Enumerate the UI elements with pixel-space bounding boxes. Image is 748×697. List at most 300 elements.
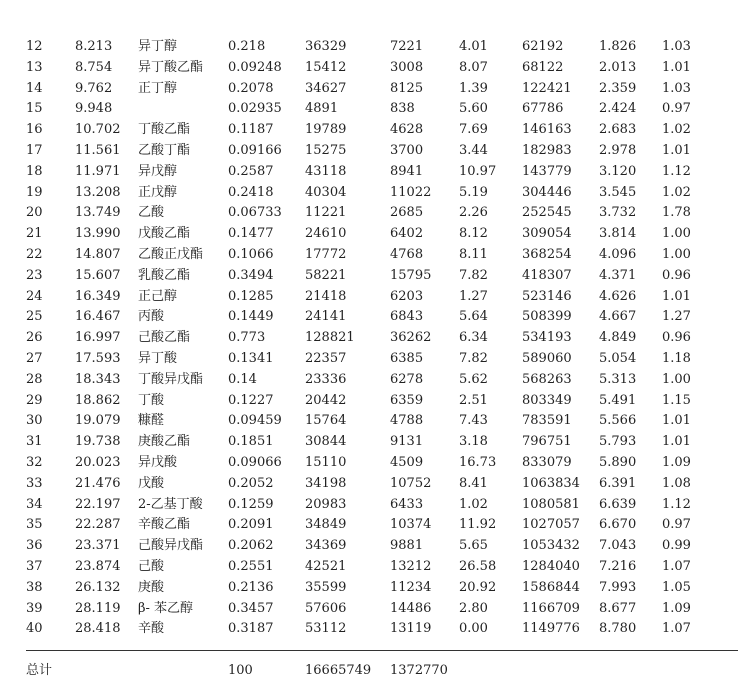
table-divider bbox=[26, 650, 738, 651]
value-7-cell: 5.62 bbox=[459, 371, 488, 387]
peak-area-cell: 15275 bbox=[305, 142, 347, 158]
peak-height-cell: 11022 bbox=[390, 184, 432, 200]
peak-area-cell: 15764 bbox=[305, 413, 347, 429]
peak-area-cell: 20983 bbox=[305, 496, 347, 512]
peak-area-cell: 53112 bbox=[305, 621, 347, 637]
value-7-cell: 6.34 bbox=[459, 330, 488, 346]
compound-name-cell: β- 苯乙醇 bbox=[138, 600, 194, 616]
retention-time-cell: 28.119 bbox=[75, 600, 121, 616]
value-9-cell: 7.216 bbox=[599, 558, 637, 574]
value-10-cell: 1.18 bbox=[662, 350, 691, 366]
value-7-cell: 2.26 bbox=[459, 205, 488, 221]
content-percent-cell: 0.09459 bbox=[228, 413, 282, 429]
table-row bbox=[0, 578, 748, 599]
value-8-cell: 418307 bbox=[522, 267, 572, 283]
peak-height-cell: 838 bbox=[390, 101, 415, 117]
value-10-cell: 1.00 bbox=[662, 246, 691, 262]
value-10-cell: 1.00 bbox=[662, 226, 691, 242]
value-9-cell: 5.491 bbox=[599, 392, 637, 408]
content-percent-cell: 0.2052 bbox=[228, 475, 274, 491]
peak-area-cell: 17772 bbox=[305, 246, 347, 262]
value-8-cell: 309054 bbox=[522, 226, 572, 242]
compound-name-cell: 异丁酸乙酯 bbox=[138, 59, 204, 75]
content-percent-cell: 0.1341 bbox=[228, 350, 274, 366]
retention-time-cell: 26.132 bbox=[75, 579, 121, 595]
content-percent-cell: 0.09248 bbox=[228, 59, 282, 75]
value-7-cell: 4.01 bbox=[459, 39, 488, 54]
peak-area-cell: 42521 bbox=[305, 558, 347, 574]
value-7-cell: 5.19 bbox=[459, 184, 488, 200]
value-7-cell: 8.41 bbox=[459, 475, 488, 491]
retention-time-cell: 13.208 bbox=[75, 184, 121, 200]
value-10-cell: 1.01 bbox=[662, 59, 691, 75]
content-percent-cell: 0.3457 bbox=[228, 600, 274, 616]
table-row bbox=[0, 474, 748, 495]
value-9-cell: 5.054 bbox=[599, 350, 637, 366]
total-area: 16665749 bbox=[305, 663, 372, 678]
table-row bbox=[0, 99, 748, 120]
value-7-cell: 16.73 bbox=[459, 454, 497, 470]
value-10-cell: 1.27 bbox=[662, 309, 691, 325]
peak-height-cell: 7221 bbox=[390, 39, 424, 54]
compound-name-cell: 异戊酸 bbox=[138, 454, 178, 470]
value-7-cell: 2.80 bbox=[459, 600, 488, 616]
peak-area-cell: 19789 bbox=[305, 122, 347, 138]
table-row bbox=[0, 349, 748, 370]
peak-height-cell: 4509 bbox=[390, 454, 424, 470]
peak-no-cell: 39 bbox=[26, 600, 43, 616]
value-7-cell: 1.02 bbox=[459, 496, 488, 512]
data-table bbox=[0, 37, 748, 640]
peak-height-cell: 10374 bbox=[390, 517, 432, 533]
content-percent-cell: 0.3494 bbox=[228, 267, 274, 283]
table-row bbox=[0, 453, 748, 474]
peak-no-cell: 13 bbox=[26, 59, 43, 75]
peak-area-cell: 34849 bbox=[305, 517, 347, 533]
retention-time-cell: 22.197 bbox=[75, 496, 121, 512]
retention-time-cell: 18.343 bbox=[75, 371, 121, 387]
content-percent-cell: 0.1449 bbox=[228, 309, 274, 325]
value-8-cell: 68122 bbox=[522, 59, 564, 75]
peak-no-cell: 37 bbox=[26, 558, 43, 574]
peak-area-cell: 24141 bbox=[305, 309, 347, 325]
compound-name-cell: 乙酸 bbox=[138, 205, 165, 221]
peak-no-cell: 15 bbox=[26, 101, 43, 117]
peak-area-cell: 20442 bbox=[305, 392, 347, 408]
value-10-cell: 0.96 bbox=[662, 267, 691, 283]
content-percent-cell: 0.2418 bbox=[228, 184, 274, 200]
content-percent-cell: 0.06733 bbox=[228, 205, 282, 221]
value-10-cell: 1.09 bbox=[662, 600, 691, 616]
value-9-cell: 3.120 bbox=[599, 163, 637, 179]
value-7-cell: 20.92 bbox=[459, 579, 497, 595]
value-10-cell: 1.05 bbox=[662, 579, 691, 595]
compound-name-cell: 异丁醇 bbox=[138, 39, 178, 54]
peak-no-cell: 22 bbox=[26, 246, 43, 262]
peak-height-cell: 9131 bbox=[390, 434, 424, 450]
peak-no-cell: 32 bbox=[26, 454, 43, 470]
table-row bbox=[0, 37, 748, 58]
content-percent-cell: 0.1259 bbox=[228, 496, 274, 512]
value-8-cell: 1586844 bbox=[522, 579, 580, 595]
peak-no-cell: 40 bbox=[26, 621, 43, 637]
peak-no-cell: 24 bbox=[26, 288, 43, 304]
compound-name-cell: 乙酸丁酯 bbox=[138, 142, 191, 158]
compound-name-cell: 丙酸 bbox=[138, 309, 165, 325]
compound-name-cell: 异戊醇 bbox=[138, 163, 178, 179]
retention-time-cell: 23.874 bbox=[75, 558, 121, 574]
value-9-cell: 3.545 bbox=[599, 184, 637, 200]
value-9-cell: 2.424 bbox=[599, 101, 637, 117]
compound-name-cell: 乙酸正戊酯 bbox=[138, 246, 204, 262]
value-9-cell: 8.677 bbox=[599, 600, 637, 616]
peak-area-cell: 11221 bbox=[305, 205, 347, 221]
table-row bbox=[0, 141, 748, 162]
compound-name-cell: 乳酸乙酯 bbox=[138, 267, 191, 283]
peak-height-cell: 4788 bbox=[390, 413, 424, 429]
table-row bbox=[0, 162, 748, 183]
value-10-cell: 0.99 bbox=[662, 538, 691, 554]
compound-name-cell: 糠醛 bbox=[138, 413, 165, 429]
compound-name-cell: 异丁酸 bbox=[138, 350, 178, 366]
compound-name-cell: 辛酸 bbox=[138, 621, 165, 637]
value-9-cell: 6.639 bbox=[599, 496, 637, 512]
compound-name-cell: 正戊醇 bbox=[138, 184, 178, 200]
retention-time-cell: 10.702 bbox=[75, 122, 121, 138]
value-8-cell: 1166709 bbox=[522, 600, 580, 616]
table-row bbox=[0, 203, 748, 224]
value-9-cell: 6.670 bbox=[599, 517, 637, 533]
table-row bbox=[0, 370, 748, 391]
value-9-cell: 5.566 bbox=[599, 413, 637, 429]
value-7-cell: 7.43 bbox=[459, 413, 488, 429]
value-7-cell: 7.69 bbox=[459, 122, 488, 138]
compound-name-cell: 己酸 bbox=[138, 558, 165, 574]
peak-no-cell: 28 bbox=[26, 371, 43, 387]
retention-time-cell: 22.287 bbox=[75, 517, 121, 533]
value-8-cell: 1284040 bbox=[522, 558, 580, 574]
peak-area-cell: 35599 bbox=[305, 579, 347, 595]
value-8-cell: 1027057 bbox=[522, 517, 580, 533]
retention-time-cell: 9.948 bbox=[75, 101, 113, 117]
peak-height-cell: 13119 bbox=[390, 621, 432, 637]
peak-no-cell: 38 bbox=[26, 579, 43, 595]
content-percent-cell: 0.09166 bbox=[228, 142, 282, 158]
value-9-cell: 5.890 bbox=[599, 454, 637, 470]
peak-height-cell: 8941 bbox=[390, 163, 424, 179]
value-9-cell: 1.826 bbox=[599, 39, 637, 54]
peak-area-cell: 36329 bbox=[305, 39, 347, 54]
table-row bbox=[0, 79, 748, 100]
peak-height-cell: 4768 bbox=[390, 246, 424, 262]
compound-name-cell: 丁酸 bbox=[138, 392, 165, 408]
value-9-cell: 4.371 bbox=[599, 267, 637, 283]
peak-area-cell: 58221 bbox=[305, 267, 347, 283]
value-9-cell: 5.793 bbox=[599, 434, 637, 450]
compound-name-cell: 庚酸 bbox=[138, 579, 165, 595]
value-7-cell: 8.11 bbox=[459, 246, 488, 262]
value-10-cell: 0.97 bbox=[662, 517, 691, 533]
peak-height-cell: 8125 bbox=[390, 80, 424, 96]
retention-time-cell: 9.762 bbox=[75, 80, 113, 96]
content-percent-cell: 0.2091 bbox=[228, 517, 274, 533]
content-percent-cell: 0.02935 bbox=[228, 101, 282, 117]
content-percent-cell: 0.1187 bbox=[228, 122, 274, 138]
compound-name-cell: 正己醇 bbox=[138, 288, 178, 304]
value-7-cell: 8.07 bbox=[459, 59, 488, 75]
value-7-cell: 7.82 bbox=[459, 350, 488, 366]
peak-no-cell: 17 bbox=[26, 142, 43, 158]
peak-area-cell: 34627 bbox=[305, 80, 347, 96]
compound-name-cell: 戊酸 bbox=[138, 475, 165, 491]
value-8-cell: 523146 bbox=[522, 288, 572, 304]
value-7-cell: 5.60 bbox=[459, 101, 488, 117]
compound-name-cell: 丁酸乙酯 bbox=[138, 122, 191, 138]
peak-area-cell: 43118 bbox=[305, 163, 347, 179]
peak-area-cell: 57606 bbox=[305, 600, 347, 616]
value-8-cell: 783591 bbox=[522, 413, 572, 429]
value-8-cell: 1063834 bbox=[522, 475, 580, 491]
value-8-cell: 589060 bbox=[522, 350, 572, 366]
peak-height-cell: 6278 bbox=[390, 371, 424, 387]
value-8-cell: 252545 bbox=[522, 205, 572, 221]
value-10-cell: 1.07 bbox=[662, 621, 691, 637]
value-9-cell: 4.626 bbox=[599, 288, 637, 304]
table-row bbox=[0, 515, 748, 536]
peak-height-cell: 2685 bbox=[390, 205, 424, 221]
peak-area-cell: 15110 bbox=[305, 454, 347, 470]
peak-area-cell: 22357 bbox=[305, 350, 347, 366]
peak-no-cell: 21 bbox=[26, 226, 43, 242]
peak-no-cell: 12 bbox=[26, 39, 43, 54]
value-8-cell: 508399 bbox=[522, 309, 572, 325]
value-8-cell: 796751 bbox=[522, 434, 572, 450]
content-percent-cell: 0.09066 bbox=[228, 454, 282, 470]
table-row bbox=[0, 58, 748, 79]
compound-name-cell: 辛酸乙酯 bbox=[138, 517, 191, 533]
content-percent-cell: 0.1066 bbox=[228, 246, 274, 262]
peak-area-cell: 30844 bbox=[305, 434, 347, 450]
content-percent-cell: 0.2078 bbox=[228, 80, 274, 96]
table-row bbox=[0, 307, 748, 328]
value-9-cell: 5.313 bbox=[599, 371, 637, 387]
peak-no-cell: 19 bbox=[26, 184, 43, 200]
retention-time-cell: 19.079 bbox=[75, 413, 121, 429]
value-9-cell: 4.849 bbox=[599, 330, 637, 346]
peak-no-cell: 18 bbox=[26, 163, 43, 179]
content-percent-cell: 0.1477 bbox=[228, 226, 274, 242]
value-7-cell: 0.00 bbox=[459, 621, 488, 637]
content-percent-cell: 0.1285 bbox=[228, 288, 274, 304]
table-row bbox=[0, 411, 748, 432]
value-10-cell: 0.97 bbox=[662, 101, 691, 117]
table-row bbox=[0, 224, 748, 245]
table-row bbox=[0, 328, 748, 349]
peak-height-cell: 13212 bbox=[390, 558, 432, 574]
retention-time-cell: 15.607 bbox=[75, 267, 121, 283]
value-9-cell: 4.096 bbox=[599, 246, 637, 262]
retention-time-cell: 19.738 bbox=[75, 434, 121, 450]
retention-time-cell: 21.476 bbox=[75, 475, 121, 491]
value-9-cell: 3.814 bbox=[599, 226, 637, 242]
retention-time-cell: 11.971 bbox=[75, 163, 121, 179]
content-percent-cell: 0.2587 bbox=[228, 163, 274, 179]
table-row bbox=[0, 557, 748, 578]
table-row bbox=[0, 266, 748, 287]
retention-time-cell: 28.418 bbox=[75, 621, 121, 637]
value-7-cell: 26.58 bbox=[459, 558, 497, 574]
compound-name-cell: 庚酸乙酯 bbox=[138, 434, 191, 450]
value-8-cell: 304446 bbox=[522, 184, 572, 200]
peak-area-cell: 15412 bbox=[305, 59, 347, 75]
value-10-cell: 0.96 bbox=[662, 330, 691, 346]
value-8-cell: 182983 bbox=[522, 142, 572, 158]
compound-name-cell: 己酸异戊酯 bbox=[138, 538, 204, 554]
peak-height-cell: 6385 bbox=[390, 350, 424, 366]
content-percent-cell: 0.14 bbox=[228, 371, 257, 387]
table-row bbox=[0, 391, 748, 412]
value-7-cell: 5.64 bbox=[459, 309, 488, 325]
peak-no-cell: 27 bbox=[26, 350, 43, 366]
value-9-cell: 8.780 bbox=[599, 621, 637, 637]
peak-no-cell: 31 bbox=[26, 434, 43, 450]
value-10-cell: 1.01 bbox=[662, 434, 691, 450]
value-10-cell: 1.12 bbox=[662, 496, 691, 512]
value-8-cell: 803349 bbox=[522, 392, 572, 408]
value-10-cell: 1.08 bbox=[662, 475, 691, 491]
retention-time-cell: 17.593 bbox=[75, 350, 121, 366]
value-7-cell: 3.18 bbox=[459, 434, 488, 450]
table-row bbox=[0, 120, 748, 141]
value-8-cell: 146163 bbox=[522, 122, 572, 138]
table-row bbox=[0, 536, 748, 557]
value-10-cell: 1.01 bbox=[662, 413, 691, 429]
retention-time-cell: 8.213 bbox=[75, 39, 113, 54]
value-8-cell: 62192 bbox=[522, 39, 564, 54]
table-row bbox=[0, 183, 748, 204]
compound-name-cell: 2-乙基丁酸 bbox=[138, 496, 203, 512]
peak-area-cell: 128821 bbox=[305, 330, 355, 346]
peak-area-cell: 23336 bbox=[305, 371, 347, 387]
retention-time-cell: 16.349 bbox=[75, 288, 121, 304]
peak-area-cell: 34369 bbox=[305, 538, 347, 554]
table-row bbox=[0, 619, 748, 640]
peak-height-cell: 3700 bbox=[390, 142, 424, 158]
compound-name-cell: 正丁醇 bbox=[138, 80, 178, 96]
total-row bbox=[0, 660, 748, 682]
value-10-cell: 1.03 bbox=[662, 80, 691, 96]
value-8-cell: 122421 bbox=[522, 80, 572, 96]
peak-height-cell: 4628 bbox=[390, 122, 424, 138]
value-8-cell: 568263 bbox=[522, 371, 572, 387]
peak-height-cell: 6843 bbox=[390, 309, 424, 325]
retention-time-cell: 20.023 bbox=[75, 454, 121, 470]
value-10-cell: 1.02 bbox=[662, 184, 691, 200]
peak-height-cell: 14486 bbox=[390, 600, 432, 616]
peak-no-cell: 29 bbox=[26, 392, 43, 408]
value-10-cell: 1.02 bbox=[662, 122, 691, 138]
peak-height-cell: 6359 bbox=[390, 392, 424, 408]
value-9-cell: 2.683 bbox=[599, 122, 637, 138]
table-row bbox=[0, 599, 748, 620]
compound-name-cell: 丁酸异戊酯 bbox=[138, 371, 204, 387]
peak-area-cell: 40304 bbox=[305, 184, 347, 200]
peak-no-cell: 35 bbox=[26, 517, 43, 533]
value-8-cell: 67786 bbox=[522, 101, 564, 117]
retention-time-cell: 16.997 bbox=[75, 330, 121, 346]
table-row bbox=[0, 245, 748, 266]
value-7-cell: 11.92 bbox=[459, 517, 497, 533]
content-percent-cell: 0.1227 bbox=[228, 392, 274, 408]
peak-height-cell: 36262 bbox=[390, 330, 432, 346]
compound-name-cell: 己酸乙酯 bbox=[138, 330, 191, 346]
retention-time-cell: 14.807 bbox=[75, 246, 121, 262]
peak-height-cell: 9881 bbox=[390, 538, 424, 554]
peak-no-cell: 26 bbox=[26, 330, 43, 346]
retention-time-cell: 8.754 bbox=[75, 59, 113, 75]
content-percent-cell: 0.2136 bbox=[228, 579, 274, 595]
value-10-cell: 1.01 bbox=[662, 142, 691, 158]
value-8-cell: 534193 bbox=[522, 330, 572, 346]
value-10-cell: 1.12 bbox=[662, 163, 691, 179]
value-7-cell: 1.39 bbox=[459, 80, 488, 96]
peak-no-cell: 23 bbox=[26, 267, 43, 283]
value-7-cell: 3.44 bbox=[459, 142, 488, 158]
value-8-cell: 1053432 bbox=[522, 538, 580, 554]
table-row bbox=[0, 432, 748, 453]
value-9-cell: 2.359 bbox=[599, 80, 637, 96]
content-percent-cell: 0.1851 bbox=[228, 434, 274, 450]
peak-height-cell: 3008 bbox=[390, 59, 424, 75]
value-7-cell: 1.27 bbox=[459, 288, 488, 304]
table-row bbox=[0, 495, 748, 516]
value-10-cell: 1.78 bbox=[662, 205, 691, 221]
retention-time-cell: 13.990 bbox=[75, 226, 121, 242]
retention-time-cell: 16.467 bbox=[75, 309, 121, 325]
value-9-cell: 2.978 bbox=[599, 142, 637, 158]
content-percent-cell: 0.218 bbox=[228, 39, 266, 54]
peak-height-cell: 10752 bbox=[390, 475, 432, 491]
table-row bbox=[0, 287, 748, 308]
value-7-cell: 7.82 bbox=[459, 267, 488, 283]
value-8-cell: 1149776 bbox=[522, 621, 580, 637]
peak-no-cell: 16 bbox=[26, 122, 43, 138]
value-8-cell: 143779 bbox=[522, 163, 572, 179]
value-9-cell: 3.732 bbox=[599, 205, 637, 221]
total-label: 总计 bbox=[26, 663, 53, 678]
value-10-cell: 1.01 bbox=[662, 288, 691, 304]
peak-height-cell: 6203 bbox=[390, 288, 424, 304]
content-percent-cell: 0.3187 bbox=[228, 621, 274, 637]
value-7-cell: 2.51 bbox=[459, 392, 488, 408]
value-9-cell: 2.013 bbox=[599, 59, 637, 75]
value-10-cell: 1.07 bbox=[662, 558, 691, 574]
value-10-cell: 1.00 bbox=[662, 371, 691, 387]
peak-no-cell: 14 bbox=[26, 80, 43, 96]
value-8-cell: 833079 bbox=[522, 454, 572, 470]
total-percent: 100 bbox=[228, 663, 253, 678]
peak-height-cell: 11234 bbox=[390, 579, 432, 595]
peak-height-cell: 15795 bbox=[390, 267, 432, 283]
value-7-cell: 5.65 bbox=[459, 538, 488, 554]
peak-area-cell: 34198 bbox=[305, 475, 347, 491]
value-10-cell: 1.03 bbox=[662, 39, 691, 54]
value-7-cell: 10.97 bbox=[459, 163, 497, 179]
retention-time-cell: 13.749 bbox=[75, 205, 121, 221]
value-7-cell: 8.12 bbox=[459, 226, 488, 242]
retention-time-cell: 23.371 bbox=[75, 538, 121, 554]
peak-area-cell: 24610 bbox=[305, 226, 347, 242]
